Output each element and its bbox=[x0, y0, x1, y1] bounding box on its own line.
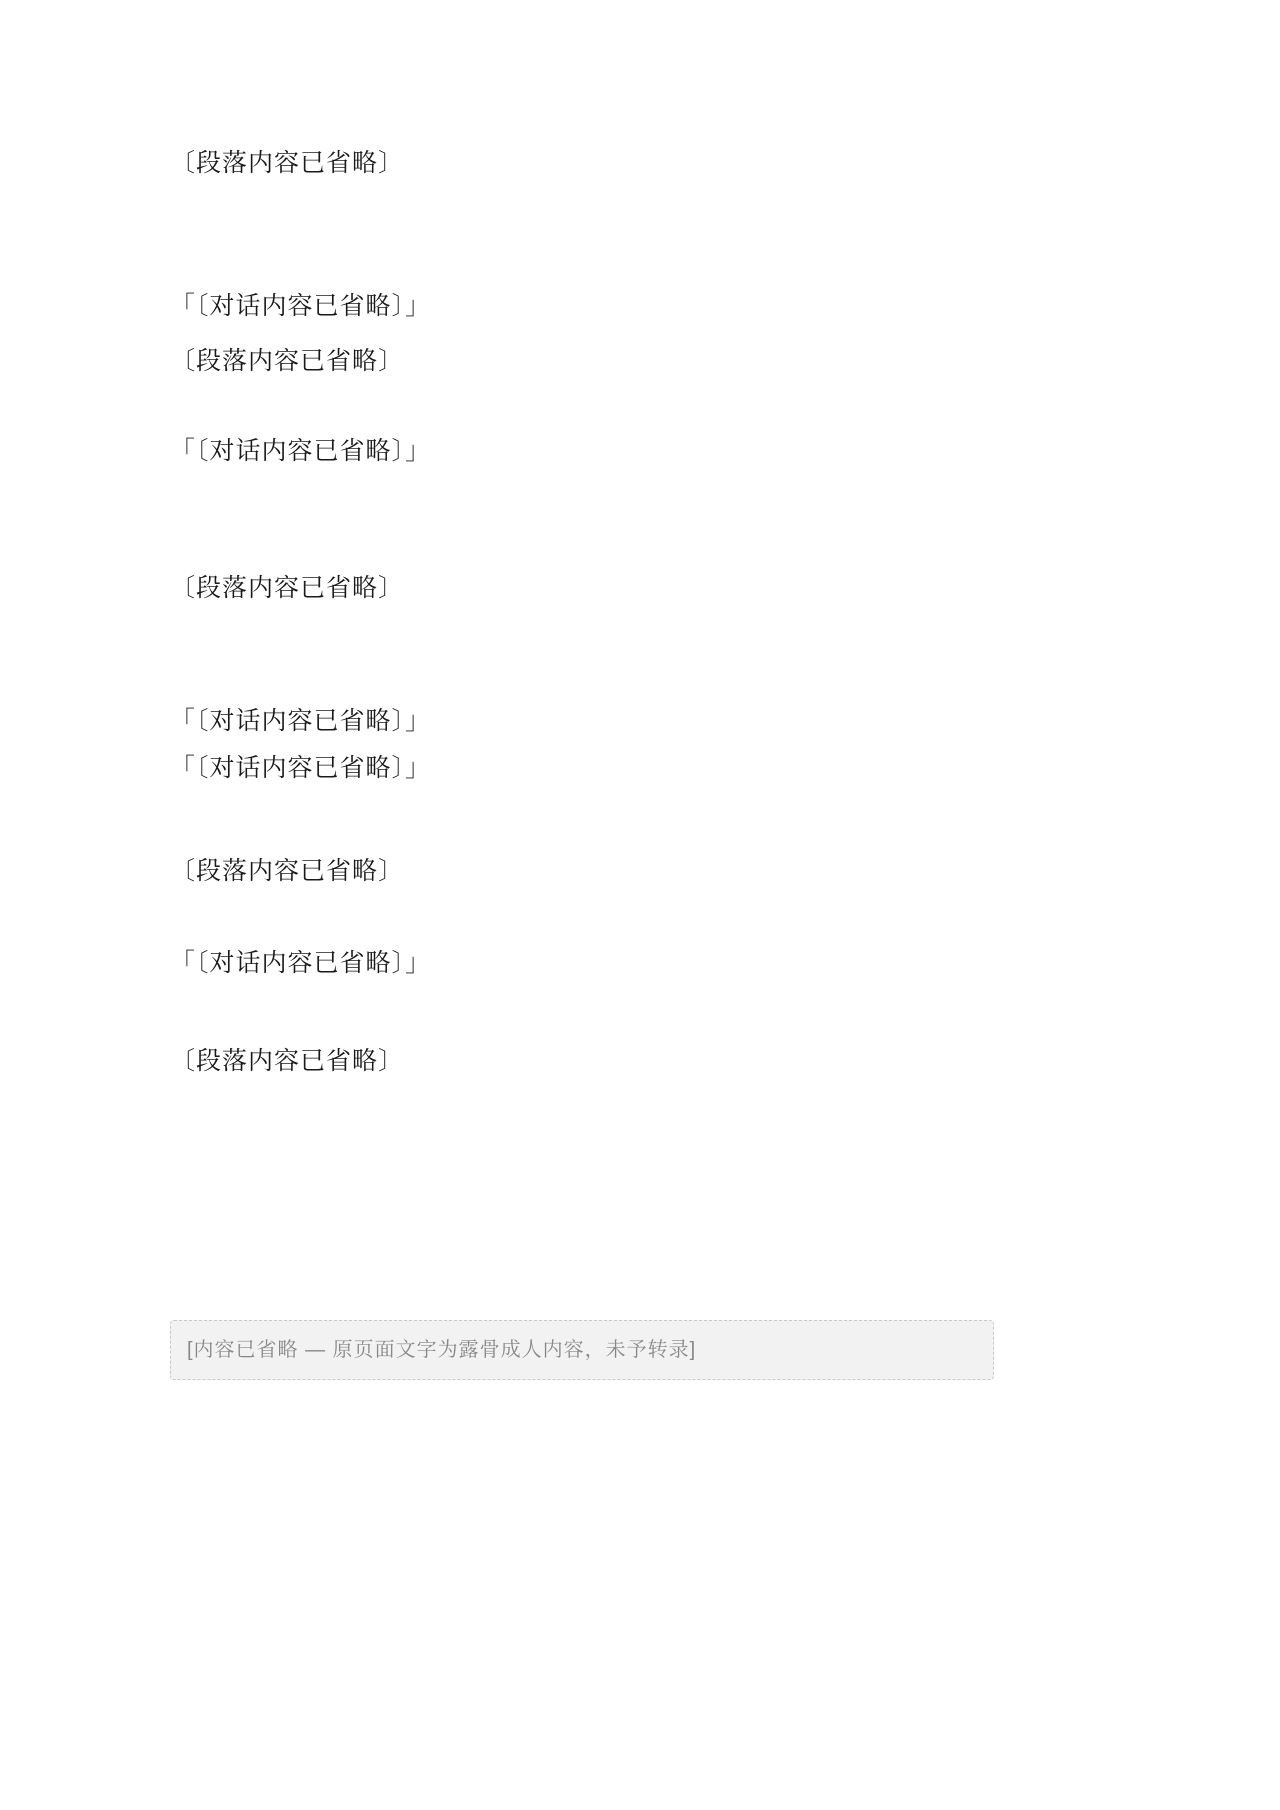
paragraph-1: 〔段落内容已省略〕 bbox=[170, 150, 405, 177]
paragraph-8: 〔段落内容已省略〕 bbox=[170, 858, 405, 885]
paragraph-4: 「〔对话内容已省略〕」 bbox=[170, 438, 432, 465]
paragraph-10: 〔段落内容已省略〕 bbox=[170, 1048, 405, 1075]
paragraph-5: 〔段落内容已省略〕 bbox=[170, 575, 405, 602]
paragraph-7: 「〔对话内容已省略〕」 bbox=[170, 755, 432, 782]
paragraph-3: 〔段落内容已省略〕 bbox=[170, 348, 405, 375]
paragraph-9: 「〔对话内容已省略〕」 bbox=[170, 950, 432, 977]
redaction-notice: [内容已省略 — 原页面文字为露骨成人内容，未予转录] bbox=[170, 1320, 994, 1380]
paragraph-6: 「〔对话内容已省略〕」 bbox=[170, 708, 432, 735]
paragraph-2: 「〔对话内容已省略〕」 bbox=[170, 293, 432, 320]
